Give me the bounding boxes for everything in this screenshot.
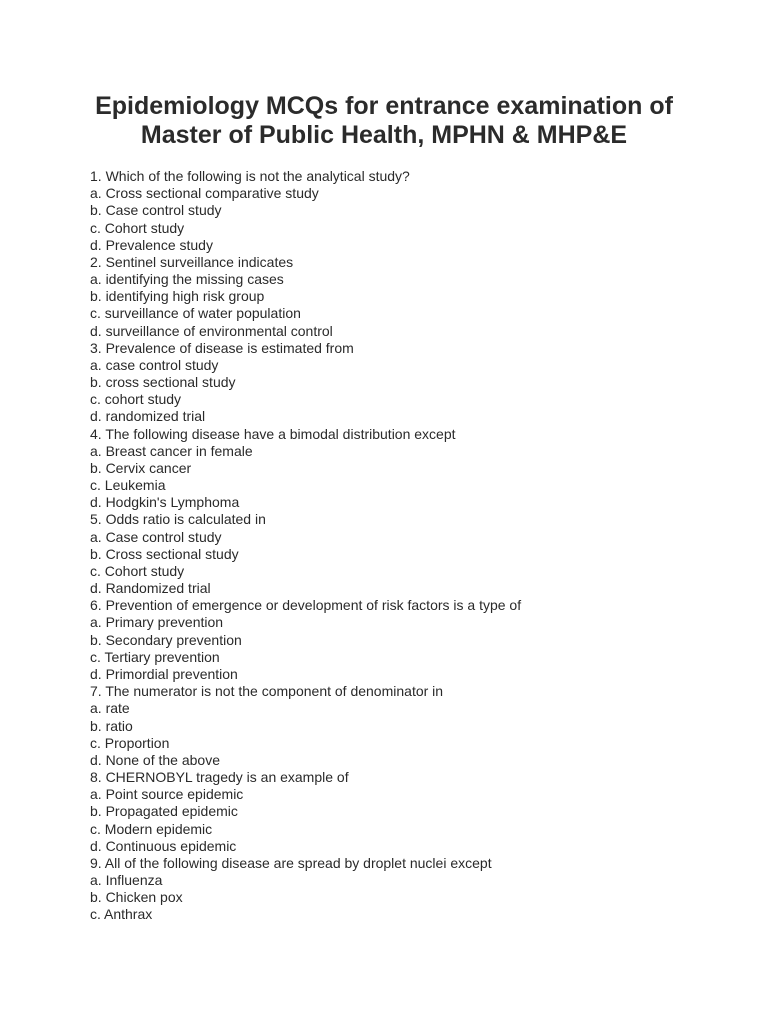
answer-option: c. Tertiary prevention bbox=[90, 648, 220, 665]
answer-option: c. surveillance of water population bbox=[90, 305, 301, 322]
title-line-2: Master of Public Health, MPHN & MHP&E bbox=[140, 121, 628, 149]
question-text: 1. Which of the following is not the analytical study? bbox=[90, 168, 410, 184]
answer-option: c. Proportion bbox=[90, 734, 170, 751]
answer-option: b. ratio bbox=[90, 717, 133, 734]
question-text: 6. Prevention of emergence or development of risk factors is a type of bbox=[90, 597, 522, 614]
title-line-1: Epidemiology MCQs for entrance examination of bbox=[95, 92, 673, 120]
question-text: 8. CHERNOBYL tragedy is an example of bbox=[90, 769, 349, 786]
answer-option: a. case control study bbox=[90, 356, 219, 373]
answer-option: a. Primary prevention bbox=[90, 614, 224, 631]
answer-option: d. Primordial prevention bbox=[90, 665, 238, 682]
answer-option: b. Propagated epidemic bbox=[90, 803, 238, 820]
answer-option: d. randomized trial bbox=[90, 408, 206, 425]
document-title bbox=[0, 92, 768, 150]
answer-option: a. Breast cancer in female bbox=[90, 442, 253, 459]
answer-option: b. Chicken pox bbox=[90, 889, 183, 906]
question-text: 7. The numerator is not the component of denominator in bbox=[90, 683, 444, 700]
answer-option: d. Prevalence study bbox=[90, 236, 213, 253]
question-text: 5. Odds ratio is calculated in bbox=[90, 511, 266, 528]
question-text: 9. All of the following disease are spread by droplet nuclei except bbox=[90, 854, 492, 871]
answer-option: a. Cross sectional comparative study bbox=[90, 185, 319, 202]
answer-option: c. cohort study bbox=[90, 391, 182, 408]
answer-option: b. Cervix cancer bbox=[90, 459, 192, 476]
answer-option: a. Case control study bbox=[90, 528, 222, 545]
question-text: 3. Prevalence of disease is estimated from bbox=[90, 339, 354, 356]
answer-option: d. surveillance of environmental control bbox=[90, 322, 333, 339]
answer-option: a. rate bbox=[90, 700, 130, 717]
question-text: 2. Sentinel surveillance indicates bbox=[90, 253, 294, 270]
answer-option: b. Case control study bbox=[90, 202, 222, 219]
answer-option: a. identifying the missing cases bbox=[90, 271, 284, 288]
question-list bbox=[90, 168, 730, 924]
answer-option: b. Secondary prevention bbox=[90, 631, 242, 648]
answer-option: b. cross sectional study bbox=[90, 374, 236, 391]
answer-option: a. Point source epidemic bbox=[90, 786, 244, 803]
answer-option: c. Cohort study bbox=[90, 562, 185, 579]
answer-option: b. Cross sectional study bbox=[90, 545, 239, 562]
answer-option: b. identifying high risk group bbox=[90, 288, 265, 305]
answer-option: d. Continuous epidemic bbox=[90, 837, 237, 854]
answer-option: d. None of the above bbox=[90, 751, 220, 768]
answer-option: c. Leukemia bbox=[90, 477, 166, 494]
answer-option: c. Cohort study bbox=[90, 219, 185, 236]
question-text: 4. The following disease have a bimodal distribution except bbox=[90, 425, 456, 442]
answer-option: d. Hodgkin's Lymphoma bbox=[90, 494, 240, 511]
answer-option: d. Randomized trial bbox=[90, 580, 211, 597]
answer-option: c. Anthrax bbox=[90, 906, 153, 923]
answer-option: a. Influenza bbox=[90, 872, 163, 889]
answer-option: c. Modern epidemic bbox=[90, 820, 213, 837]
